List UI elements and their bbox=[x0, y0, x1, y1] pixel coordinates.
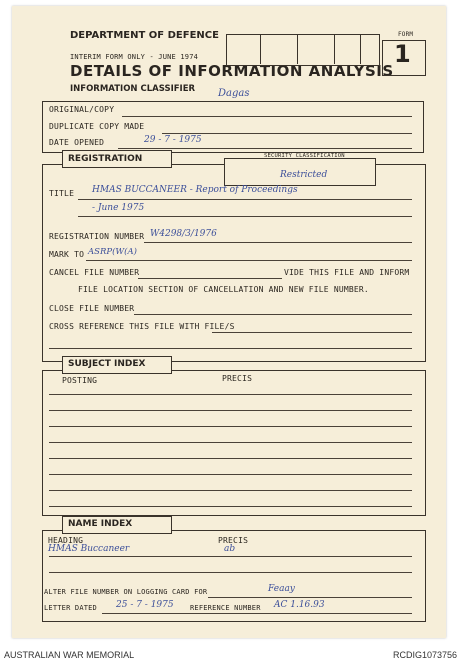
vide-label: VIDE THIS FILE AND INFORM bbox=[284, 268, 410, 277]
date-opened-label: DATE OPENED bbox=[49, 138, 105, 147]
security-classification-value: Restricted bbox=[280, 170, 328, 180]
name-heading-label: HEADING bbox=[48, 536, 84, 545]
close-file-label: CLOSE FILE NUMBER bbox=[49, 304, 135, 313]
form-sheet bbox=[12, 6, 446, 638]
original-copy-label: ORIGINAL/COPY bbox=[49, 105, 115, 114]
title-value-line2: - June 1975 bbox=[92, 203, 145, 213]
title-value-line1: HMAS BUCCANEER - Report of Proceedings bbox=[92, 185, 298, 195]
alter-file-value: Feaay bbox=[268, 584, 295, 594]
alter-file-label: ALTER FILE NUMBER ON LOGGING CARD FOR bbox=[44, 588, 208, 596]
name-index-heading: NAME INDEX bbox=[68, 519, 133, 529]
cross-reference-label: CROSS REFERENCE THIS FILE WITH FILE/S bbox=[49, 322, 235, 331]
security-classification-label: SECURITY CLASSIFICATION bbox=[264, 153, 345, 159]
interim-note: INTERIM FORM ONLY - JUNE 1974 bbox=[70, 53, 199, 61]
classifier-value: Dagas bbox=[218, 88, 250, 99]
header-code-box bbox=[226, 34, 380, 66]
duplicate-copy-label: DUPLICATE COPY MADE bbox=[49, 122, 145, 131]
form-number: 1 bbox=[394, 40, 411, 68]
registration-number-label: REGISTRATION NUMBER bbox=[49, 232, 145, 241]
reference-number-value: AC 1.16.93 bbox=[274, 600, 325, 610]
footer-record-id: RCDIG1073756 bbox=[392, 650, 457, 660]
subject-index-heading: SUBJECT INDEX bbox=[68, 359, 146, 369]
form-label: FORM bbox=[398, 31, 414, 38]
subject-precis-label: PRECIS bbox=[222, 374, 253, 383]
registration-heading: REGISTRATION bbox=[68, 154, 143, 164]
letter-dated-label: LETTER DATED bbox=[44, 604, 97, 612]
posting-label: POSTING bbox=[62, 376, 98, 385]
name-precis-label: PRECIS bbox=[218, 536, 249, 545]
classifier-label: INFORMATION CLASSIFIER bbox=[70, 84, 196, 94]
file-location-text: FILE LOCATION SECTION OF CANCELLATION AND NEW FILE NUMBER. bbox=[78, 285, 369, 294]
mark-to-label: MARK TO bbox=[49, 250, 85, 259]
title-label: TITLE bbox=[49, 189, 75, 198]
mark-to-value: ASRP(W(A) bbox=[88, 247, 137, 257]
registration-number-value: W4298/3/1976 bbox=[150, 229, 217, 239]
form-title: DETAILS OF INFORMATION ANALYSIS bbox=[70, 62, 394, 80]
subject-index-box bbox=[42, 370, 426, 516]
name-heading-value: HMAS Buccaneer bbox=[48, 544, 130, 554]
cancel-file-label: CANCEL FILE NUMBER bbox=[49, 268, 140, 277]
reference-number-label: REFERENCE NUMBER bbox=[190, 604, 261, 612]
department-label: DEPARTMENT OF DEFENCE bbox=[70, 30, 219, 41]
date-opened-value: 29 - 7 - 1975 bbox=[144, 135, 202, 145]
letter-dated-value: 25 - 7 - 1975 bbox=[116, 600, 174, 610]
name-precis-value: ab bbox=[224, 544, 236, 554]
footer-archive-name: AUSTRALIAN WAR MEMORIAL bbox=[4, 650, 135, 660]
